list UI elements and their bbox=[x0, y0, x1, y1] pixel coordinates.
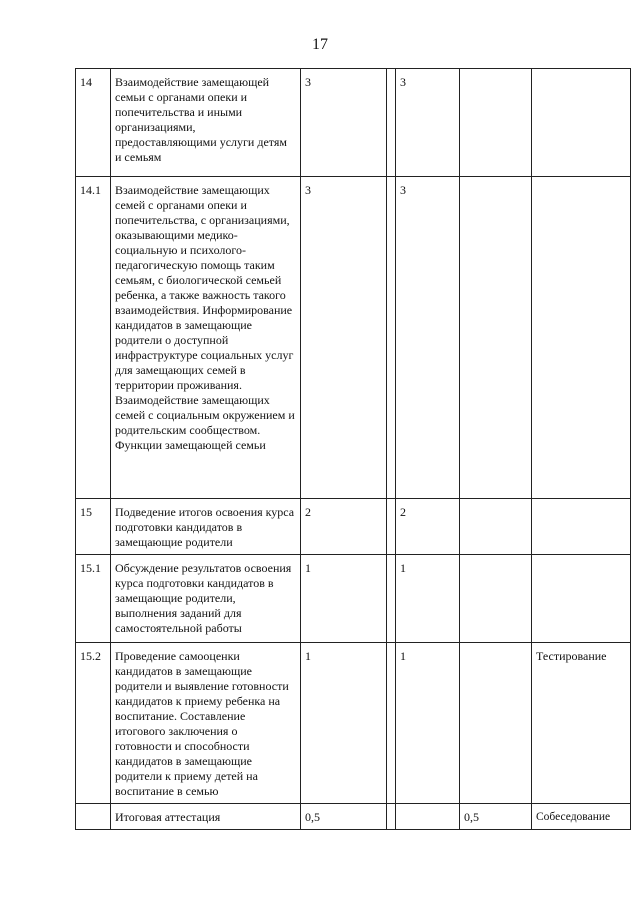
hours-col-2 bbox=[387, 69, 396, 177]
hours-col-4 bbox=[460, 499, 532, 555]
table-row bbox=[76, 804, 631, 830]
hours-col-4 bbox=[460, 177, 532, 499]
row-title: Подведение итогов освоения курса подготовки кандидатов в замещающие родители bbox=[111, 499, 301, 555]
row-number: 14.1 bbox=[76, 177, 111, 499]
table-row bbox=[76, 643, 631, 804]
hours-col-2 bbox=[387, 643, 396, 804]
hours-col-3: 1 bbox=[396, 643, 460, 804]
page-number: 17 bbox=[312, 36, 328, 53]
hours-total: 1 bbox=[301, 555, 387, 643]
control-form bbox=[532, 177, 631, 499]
table-row bbox=[76, 69, 631, 177]
row-number: 15.1 bbox=[76, 555, 111, 643]
table-row bbox=[76, 555, 631, 643]
hours-col-3: 2 bbox=[396, 499, 460, 555]
program-table bbox=[75, 68, 631, 830]
row-number bbox=[76, 804, 111, 830]
row-number: 15 bbox=[76, 499, 111, 555]
hours-col-3: 3 bbox=[396, 69, 460, 177]
row-title: Обсуждение результатов освоения курса подготовки кандидатов в замещающие родители, выполнения заданий для самостоятельной работы bbox=[111, 555, 301, 643]
hours-col-4: 0,5 bbox=[460, 804, 532, 830]
row-title: Взаимодействие замещающих семей с органами опеки и попечительства, с организациями, оказывающими медико-социальную и психолого-педагогическую помощь таким семьям, с биологической семьей ребенка, а также важность такого взаимодействия. Информирование кандидатов в замещающие родители о доступной инфраструктуре социальных услуг для замещающих семей в территории проживания. Взаимодействие замещающих семей с социальным окружением и родительским сообществом. Функции замещающей семьи bbox=[111, 177, 301, 499]
hours-col-3: 3 bbox=[396, 177, 460, 499]
hours-total: 1 bbox=[301, 643, 387, 804]
row-title: Проведение самооценки кандидатов в замещающие родители и выявление готовности кандидатов к приему ребенка на воспитание. Составление итогового заключения о готовности и способности кандидатов в замещающие родители к приему детей на воспитание в семью bbox=[111, 643, 301, 804]
control-form bbox=[532, 499, 631, 555]
hours-total: 2 bbox=[301, 499, 387, 555]
row-number: 14 bbox=[76, 69, 111, 177]
table-row bbox=[76, 499, 631, 555]
hours-total: 3 bbox=[301, 69, 387, 177]
row-number: 15.2 bbox=[76, 643, 111, 804]
control-form bbox=[532, 555, 631, 643]
hours-col-3: 1 bbox=[396, 555, 460, 643]
control-form: Тестирование bbox=[532, 643, 631, 804]
hours-total: 3 bbox=[301, 177, 387, 499]
hours-col-3 bbox=[396, 804, 460, 830]
hours-col-4 bbox=[460, 69, 532, 177]
hours-col-2 bbox=[387, 177, 396, 499]
hours-col-2 bbox=[387, 804, 396, 830]
hours-col-2 bbox=[387, 555, 396, 643]
table-row bbox=[76, 177, 631, 499]
row-title: Взаимодействие замещающей семьи с органами опеки и попечительства и иными организациями, предоставляющими услуги детям и семьям bbox=[111, 69, 301, 177]
hours-col-2 bbox=[387, 499, 396, 555]
hours-col-4 bbox=[460, 555, 532, 643]
hours-col-4 bbox=[460, 643, 532, 804]
row-title: Итоговая аттестация bbox=[111, 804, 301, 830]
hours-total: 0,5 bbox=[301, 804, 387, 830]
control-form: Собеседование bbox=[532, 804, 631, 830]
control-form bbox=[532, 69, 631, 177]
